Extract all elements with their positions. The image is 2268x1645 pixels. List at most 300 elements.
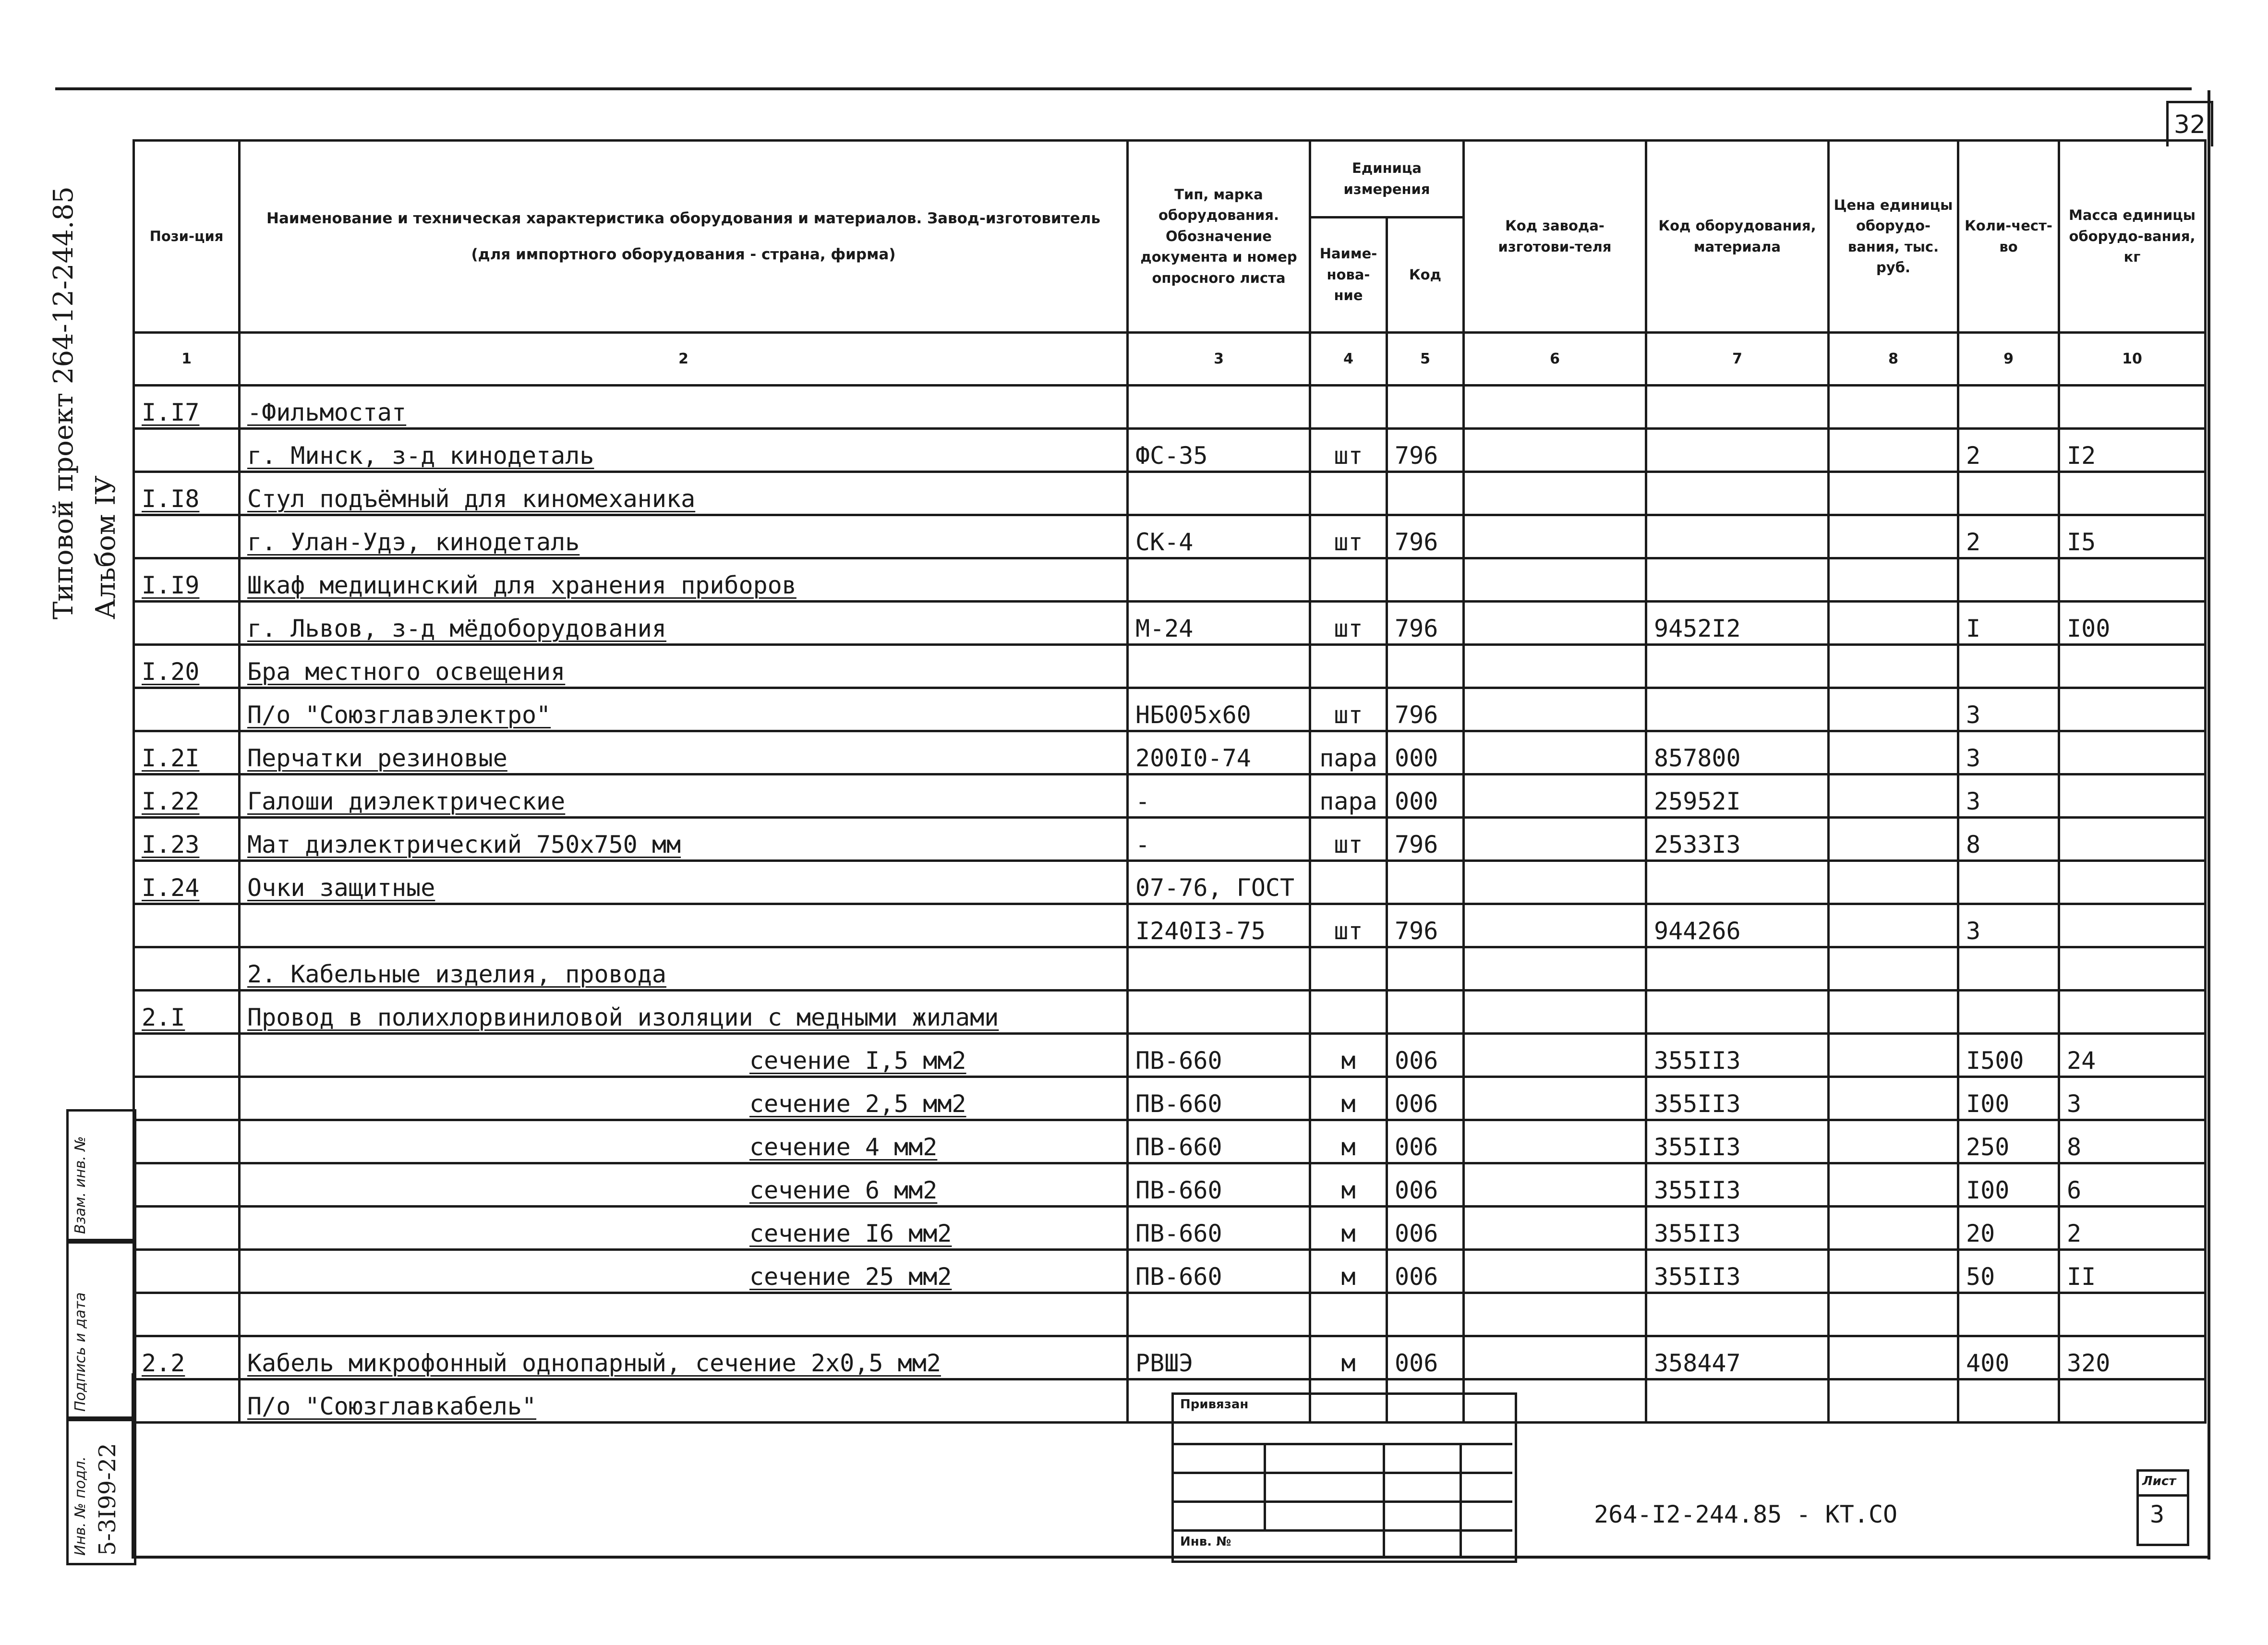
table-row [134, 818, 2206, 861]
cell-price [1829, 1120, 1958, 1163]
side-title-album: Альбом IУ [90, 475, 121, 619]
cell-type: М-24 [1128, 602, 1310, 645]
cell-qty [1958, 558, 2059, 602]
cell-pos [134, 688, 240, 731]
cell-price [1829, 1293, 1958, 1336]
cell-type: - [1128, 818, 1310, 861]
cell-ucode: 006 [1387, 1163, 1464, 1207]
cell-unit: м [1310, 1250, 1387, 1293]
col-num-4: 4 [1310, 333, 1387, 386]
cell-type [1128, 991, 1310, 1034]
header-equipment-code: Код оборудования, материала [1646, 141, 1829, 333]
cell-mcode [1464, 1120, 1646, 1163]
cell-mcode [1464, 472, 1646, 515]
header-unit-name: Наиме-нова-ние [1310, 218, 1387, 333]
cell-ecode: 355II3 [1646, 1077, 1829, 1120]
cell-mass [2059, 861, 2206, 904]
table-row [134, 1077, 2206, 1120]
table-row [134, 558, 2206, 602]
cell-ecode: 25952I [1646, 774, 1829, 818]
cell-price [1829, 861, 1958, 904]
cell-ucode [1387, 386, 1464, 429]
cell-pos: I.2I [134, 731, 240, 774]
cell-price [1829, 947, 1958, 991]
cell-mass [2059, 904, 2206, 947]
cell-mass: 3 [2059, 1077, 2206, 1120]
cell-ucode: 000 [1387, 731, 1464, 774]
cell-pos [134, 1034, 240, 1077]
cell-mcode [1464, 386, 1646, 429]
cell-ucode: 796 [1387, 602, 1464, 645]
cell-type: СК-4 [1128, 515, 1310, 558]
document-code: 264-I2-244.85 - КТ.СО [1594, 1500, 1898, 1528]
cell-ecode [1646, 1293, 1829, 1336]
cell-name: сечение 6 мм2 [240, 1163, 1128, 1207]
cell-qty: 2 [1958, 515, 2059, 558]
cell-type: - [1128, 774, 1310, 818]
cell-pos [134, 947, 240, 991]
cell-unit [1310, 386, 1387, 429]
cell-ecode [1646, 429, 1829, 472]
cell-unit: пара [1310, 774, 1387, 818]
table-row [134, 991, 2206, 1034]
cell-name: 2. Кабельные изделия, провода [240, 947, 1128, 991]
cell-pos: I.I8 [134, 472, 240, 515]
stamp-vzam-label: Взам. инв. № [72, 1136, 89, 1234]
cell-ucode [1387, 645, 1464, 688]
cell-ucode: 796 [1387, 904, 1464, 947]
table-row [134, 1034, 2206, 1077]
header-unit: Единица измерения [1310, 141, 1464, 218]
cell-qty: I [1958, 602, 2059, 645]
cell-name: Очки защитные [240, 861, 1128, 904]
cell-pos: I.23 [134, 818, 240, 861]
header-position: Пози-ция [134, 141, 240, 333]
cell-ecode [1646, 558, 1829, 602]
cell-qty: 3 [1958, 688, 2059, 731]
cell-unit [1310, 472, 1387, 515]
sheet-number: 3 [2150, 1500, 2165, 1528]
cell-mcode [1464, 1250, 1646, 1293]
cell-ucode [1387, 991, 1464, 1034]
cell-qty [1958, 1379, 2059, 1423]
cell-type: ФС-35 [1128, 429, 1310, 472]
cell-type [1128, 1293, 1310, 1336]
cell-name: Шкаф медицинский для хранения приборов [240, 558, 1128, 602]
col-num-10: 10 [2059, 333, 2206, 386]
header-quantity: Коли-чест-во [1958, 141, 2059, 333]
right-frame-line [2208, 90, 2210, 1560]
cell-mass [2059, 472, 2206, 515]
cell-mcode [1464, 1293, 1646, 1336]
cell-price [1829, 429, 1958, 472]
cell-price [1829, 991, 1958, 1034]
cell-mass [2059, 386, 2206, 429]
table-row [134, 861, 2206, 904]
cell-name: П/о "Союзглавкабель" [240, 1379, 1128, 1423]
col-num-7: 7 [1646, 333, 1829, 386]
cell-price [1829, 1034, 1958, 1077]
cell-unit: шт [1310, 904, 1387, 947]
cell-mass [2059, 731, 2206, 774]
cell-name: сечение 2,5 мм2 [240, 1077, 1128, 1120]
col-num-1: 1 [134, 333, 240, 386]
cell-ecode: 355II3 [1646, 1207, 1829, 1250]
header-type: Тип, марка оборудования. Обозначение документа и номер опросного листа [1128, 141, 1310, 333]
cell-ecode: 358447 [1646, 1336, 1829, 1379]
cell-ecode [1646, 688, 1829, 731]
cell-mcode [1464, 991, 1646, 1034]
table-row [134, 515, 2206, 558]
cell-price [1829, 645, 1958, 688]
cell-name: П/о "Союзглавэлектро" [240, 688, 1128, 731]
cell-unit: шт [1310, 429, 1387, 472]
cell-qty: 8 [1958, 818, 2059, 861]
table-row [134, 1379, 2206, 1423]
cell-name: Кабель микрофонный однопарный, сечение 2х0,5 мм2 [240, 1336, 1128, 1379]
cell-unit: шт [1310, 515, 1387, 558]
cell-unit: м [1310, 1034, 1387, 1077]
cell-name: г. Львов, з-д мёдоборудования [240, 602, 1128, 645]
cell-type: ПВ-660 [1128, 1034, 1310, 1077]
cell-ecode [1646, 947, 1829, 991]
cell-price [1829, 1336, 1958, 1379]
header-mass: Масса единицы оборудо-вания, кг [2059, 141, 2206, 333]
cell-name: сечение 4 мм2 [240, 1120, 1128, 1163]
cell-ecode [1646, 991, 1829, 1034]
cell-unit: м [1310, 1077, 1387, 1120]
cell-unit: м [1310, 1336, 1387, 1379]
equipment-spec-table [133, 139, 2207, 1424]
cell-qty: 3 [1958, 774, 2059, 818]
cell-ecode [1646, 515, 1829, 558]
cell-ucode: 006 [1387, 1336, 1464, 1379]
cell-name: Галоши диэлектрические [240, 774, 1128, 818]
cell-type: ПВ-660 [1128, 1207, 1310, 1250]
cell-unit: м [1310, 1120, 1387, 1163]
table-row [134, 645, 2206, 688]
cell-ucode: 006 [1387, 1034, 1464, 1077]
cell-mass [2059, 774, 2206, 818]
cell-ucode: 006 [1387, 1207, 1464, 1250]
cell-qty [1958, 991, 2059, 1034]
cell-mass [2059, 558, 2206, 602]
cell-unit [1310, 558, 1387, 602]
cell-pos: I.I7 [134, 386, 240, 429]
cell-price [1829, 731, 1958, 774]
cell-unit: м [1310, 1163, 1387, 1207]
cell-name [240, 1293, 1128, 1336]
cell-ucode: 796 [1387, 429, 1464, 472]
cell-qty: 250 [1958, 1120, 2059, 1163]
cell-type [1128, 645, 1310, 688]
top-rule [55, 87, 2192, 90]
cell-type [1128, 472, 1310, 515]
cell-pos: I.22 [134, 774, 240, 818]
header-unit-code: Код [1387, 218, 1464, 333]
cell-name: Стул подъёмный для киномеханика [240, 472, 1128, 515]
cell-ucode [1387, 861, 1464, 904]
cell-ucode: 796 [1387, 688, 1464, 731]
cell-mcode [1464, 904, 1646, 947]
cell-qty: I500 [1958, 1034, 2059, 1077]
cell-unit: м [1310, 1207, 1387, 1250]
cell-mcode [1464, 861, 1646, 904]
cell-qty [1958, 386, 2059, 429]
cell-ecode [1646, 386, 1829, 429]
cell-mcode [1464, 602, 1646, 645]
cell-ecode [1646, 861, 1829, 904]
cell-name: Мат диэлектрический 750х750 мм [240, 818, 1128, 861]
cell-name: г. Минск, з-д кинодеталь [240, 429, 1128, 472]
cell-mcode [1464, 515, 1646, 558]
table-row [134, 1163, 2206, 1207]
title-block-privyazan: Привязан [1180, 1397, 1249, 1412]
cell-name [240, 904, 1128, 947]
cell-pos: I.24 [134, 861, 240, 904]
cell-mcode [1464, 947, 1646, 991]
cell-unit: шт [1310, 602, 1387, 645]
cell-mcode [1464, 688, 1646, 731]
table-row [134, 904, 2206, 947]
tb-vline-3 [1460, 1443, 1462, 1558]
table-body [134, 386, 2206, 1423]
sheet-box-divider [2136, 1494, 2187, 1497]
cell-pos [134, 1207, 240, 1250]
cell-unit [1310, 861, 1387, 904]
cell-price [1829, 386, 1958, 429]
page-number: 32 [2166, 101, 2213, 146]
cell-mass: 24 [2059, 1034, 2206, 1077]
cell-ucode: 796 [1387, 818, 1464, 861]
cell-mass [2059, 688, 2206, 731]
cell-name: -Фильмостат [240, 386, 1128, 429]
cell-price [1829, 688, 1958, 731]
cell-pos [134, 1293, 240, 1336]
cell-mass: 6 [2059, 1163, 2206, 1207]
cell-pos [134, 1250, 240, 1293]
cell-mass: 8 [2059, 1120, 2206, 1163]
cell-qty [1958, 861, 2059, 904]
cell-unit [1310, 1293, 1387, 1336]
cell-ecode: 9452I2 [1646, 602, 1829, 645]
cell-mcode [1464, 1034, 1646, 1077]
table-row [134, 429, 2206, 472]
cell-pos [134, 904, 240, 947]
table-row [134, 602, 2206, 645]
cell-name: Бра местного освещения [240, 645, 1128, 688]
sheet-label: Лист [2142, 1474, 2176, 1488]
cell-ecode: 355II3 [1646, 1163, 1829, 1207]
cell-type: 200I0-74 [1128, 731, 1310, 774]
table-row [134, 1250, 2206, 1293]
cell-mass [2059, 645, 2206, 688]
cell-price [1829, 1077, 1958, 1120]
cell-price [1829, 1250, 1958, 1293]
cell-mcode [1464, 731, 1646, 774]
title-block-inv-no: Инв. № [1180, 1535, 1231, 1549]
header-row [134, 141, 2206, 218]
cell-mass [2059, 991, 2206, 1034]
cell-unit: шт [1310, 688, 1387, 731]
cell-qty: 400 [1958, 1336, 2059, 1379]
cell-ecode [1646, 472, 1829, 515]
cell-mass [2059, 1379, 2206, 1423]
cell-name: г. Улан-Удэ, кинодеталь [240, 515, 1128, 558]
col-num-2: 2 [240, 333, 1128, 386]
cell-pos [134, 602, 240, 645]
cell-type: 07-76, ГОСТ [1128, 861, 1310, 904]
cell-ucode: 006 [1387, 1077, 1464, 1120]
cell-mcode [1464, 1207, 1646, 1250]
cell-pos: I.I9 [134, 558, 240, 602]
col-num-3: 3 [1128, 333, 1310, 386]
cell-qty: 50 [1958, 1250, 2059, 1293]
cell-type: НБ005х60 [1128, 688, 1310, 731]
cell-ucode [1387, 947, 1464, 991]
table-row [134, 1293, 2206, 1336]
cell-type: ПВ-660 [1128, 1250, 1310, 1293]
col-num-8: 8 [1829, 333, 1958, 386]
table-row [134, 1336, 2206, 1379]
cell-mcode [1464, 429, 1646, 472]
cell-name: Провод в полихлорвиниловой изоляции с медными жилами [240, 991, 1128, 1034]
cell-qty: I00 [1958, 1077, 2059, 1120]
col-num-5: 5 [1387, 333, 1464, 386]
cell-pos [134, 1077, 240, 1120]
cell-qty: 2 [1958, 429, 2059, 472]
table-row [134, 731, 2206, 774]
cell-pos: 2.I [134, 991, 240, 1034]
cell-ecode: 2533I3 [1646, 818, 1829, 861]
header-manufacturer-code: Код завода-изготови-теля [1464, 141, 1646, 333]
cell-ucode [1387, 472, 1464, 515]
stamp-podpis-label: Подпись и дата [72, 1292, 89, 1412]
cell-ucode: 000 [1387, 774, 1464, 818]
table-row [134, 472, 2206, 515]
cell-pos: 2.2 [134, 1336, 240, 1379]
cell-mcode [1464, 558, 1646, 602]
stamp-inv-value: 5-3I99-22 [94, 1443, 121, 1556]
table-row [134, 688, 2206, 731]
cell-price [1829, 1207, 1958, 1250]
cell-mcode [1464, 1163, 1646, 1207]
cell-mcode [1464, 1336, 1646, 1379]
cell-mcode [1464, 1077, 1646, 1120]
cell-ecode: 355II3 [1646, 1250, 1829, 1293]
cell-mcode [1464, 774, 1646, 818]
tb-vline-1 [1264, 1443, 1266, 1529]
cell-ucode [1387, 1293, 1464, 1336]
cell-price [1829, 602, 1958, 645]
cell-price [1829, 515, 1958, 558]
cell-mass: II [2059, 1250, 2206, 1293]
cell-type: ПВ-660 [1128, 1077, 1310, 1120]
cell-ucode: 006 [1387, 1250, 1464, 1293]
cell-type: РВШЭ [1128, 1336, 1310, 1379]
table-row [134, 1207, 2206, 1250]
cell-mass [2059, 818, 2206, 861]
cell-name: Перчатки резиновые [240, 731, 1128, 774]
cell-unit [1310, 991, 1387, 1034]
table-row [134, 386, 2206, 429]
cell-ecode: 355II3 [1646, 1034, 1829, 1077]
table-row [134, 1120, 2206, 1163]
header-name: Наименование и техническая характеристика оборудования и материалов. Завод-изготовитель (для импортного оборудования - страна, фирма) [240, 141, 1128, 333]
cell-qty [1958, 947, 2059, 991]
cell-mcode [1464, 645, 1646, 688]
cell-mass: 2 [2059, 1207, 2206, 1250]
cell-ecode [1646, 645, 1829, 688]
cell-pos [134, 1120, 240, 1163]
cell-type: I240I3-75 [1128, 904, 1310, 947]
cell-ecode: 944266 [1646, 904, 1829, 947]
table-row [134, 774, 2206, 818]
cell-name: сечение I6 мм2 [240, 1207, 1128, 1250]
left-frame-line [132, 1373, 134, 1559]
cell-qty: 20 [1958, 1207, 2059, 1250]
cell-price [1829, 472, 1958, 515]
cell-price [1829, 774, 1958, 818]
cell-mass: I2 [2059, 429, 2206, 472]
cell-name: сечение I,5 мм2 [240, 1034, 1128, 1077]
cell-ucode [1387, 558, 1464, 602]
cell-price [1829, 558, 1958, 602]
cell-pos [134, 1163, 240, 1207]
cell-qty [1958, 1293, 2059, 1336]
cell-type [1128, 558, 1310, 602]
cell-ecode: 857800 [1646, 731, 1829, 774]
cell-pos [134, 1379, 240, 1423]
cell-pos: I.20 [134, 645, 240, 688]
cell-ecode [1646, 1379, 1829, 1423]
tb-vline-2 [1383, 1443, 1385, 1558]
cell-unit: пара [1310, 731, 1387, 774]
cell-type: ПВ-660 [1128, 1120, 1310, 1163]
col-num-6: 6 [1464, 333, 1646, 386]
cell-type [1128, 947, 1310, 991]
column-numbers-row [134, 333, 2206, 386]
cell-pos [134, 515, 240, 558]
cell-ecode: 355II3 [1646, 1120, 1829, 1163]
cell-qty [1958, 472, 2059, 515]
cell-unit [1310, 947, 1387, 991]
table-row [134, 947, 2206, 991]
cell-ucode: 006 [1387, 1120, 1464, 1163]
cell-name: сечение 25 мм2 [240, 1250, 1128, 1293]
cell-qty: 3 [1958, 904, 2059, 947]
cell-price [1829, 1379, 1958, 1423]
cell-mass [2059, 947, 2206, 991]
cell-mass: I5 [2059, 515, 2206, 558]
cell-qty [1958, 645, 2059, 688]
cell-type [1128, 386, 1310, 429]
bottom-rule [132, 1556, 2210, 1559]
cell-unit [1310, 645, 1387, 688]
cell-unit: шт [1310, 818, 1387, 861]
cell-price [1829, 904, 1958, 947]
cell-mcode [1464, 818, 1646, 861]
cell-qty: I00 [1958, 1163, 2059, 1207]
cell-qty: 3 [1958, 731, 2059, 774]
cell-pos [134, 429, 240, 472]
cell-mass: 320 [2059, 1336, 2206, 1379]
stamp-inv-label: Инв. № подл. [72, 1456, 89, 1556]
cell-mass: I00 [2059, 602, 2206, 645]
col-num-9: 9 [1958, 333, 2059, 386]
cell-price [1829, 1163, 1958, 1207]
cell-price [1829, 818, 1958, 861]
